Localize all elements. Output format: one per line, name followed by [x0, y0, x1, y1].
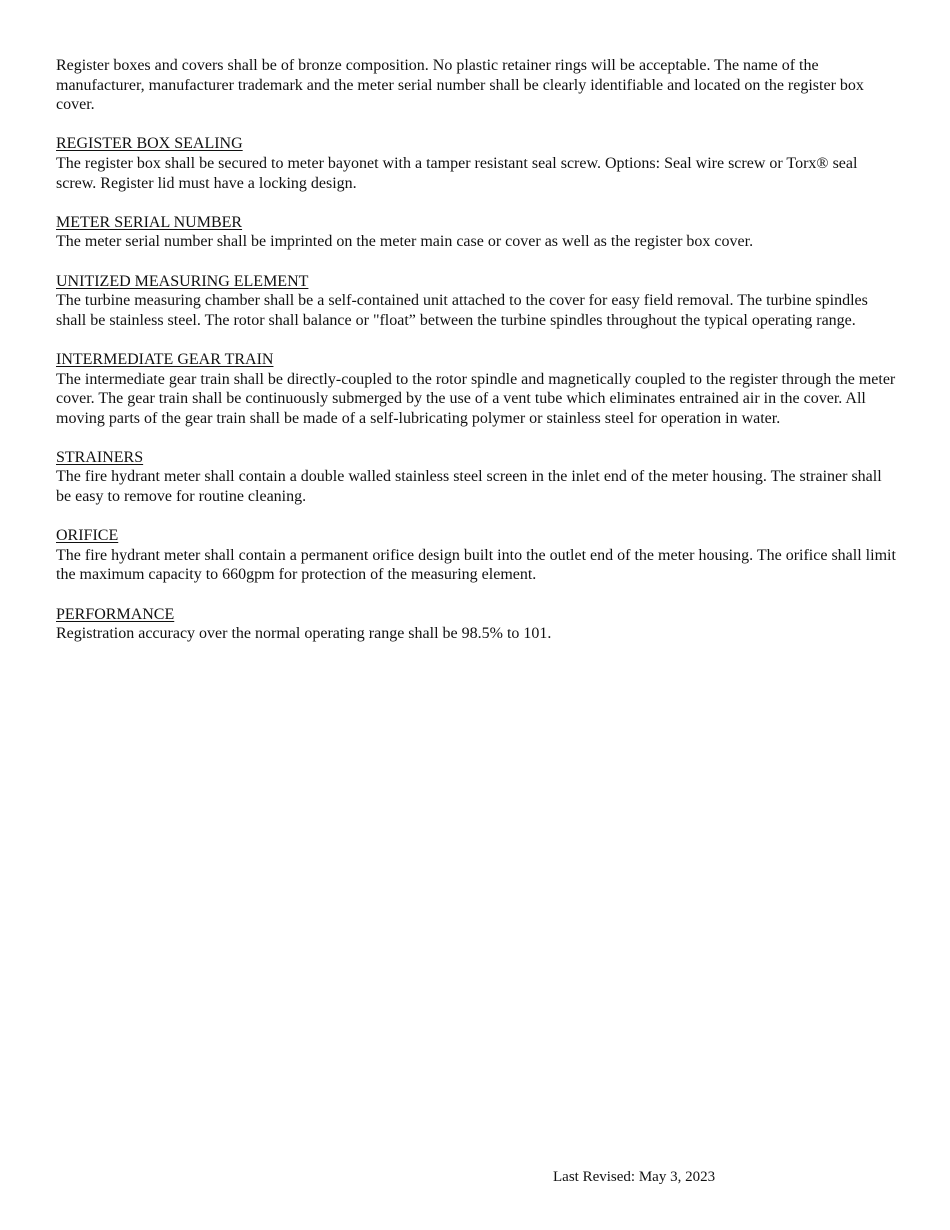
section-unitized-measuring-element — [56, 272, 896, 331]
section-heading: PERFORMANCE — [56, 605, 175, 623]
section-body: The fire hydrant meter shall contain a permanent orifice design built into the outlet end of the meter housing. The orifice shall limit the maximum capacity to 660gpm for protection of the measuring element. — [56, 546, 896, 584]
document-page — [56, 56, 896, 663]
section-body: The fire hydrant meter shall contain a double walled stainless steel screen in the inlet end of the meter housing. The strainer shall be easy to remove for routine cleaning. — [56, 468, 882, 506]
section-orifice — [56, 526, 896, 585]
section-heading: UNITIZED MEASURING ELEMENT — [56, 272, 309, 290]
section-heading: METER SERIAL NUMBER — [56, 213, 243, 231]
section-body: The register box shall be secured to meter bayonet with a tamper resistant seal screw. Options: Seal wire screw or Torx® seal screw. Register lid must have a locking design. — [56, 154, 858, 192]
section-performance — [56, 605, 896, 644]
section-heading: ORIFICE — [56, 527, 119, 545]
section-heading: INTERMEDIATE GEAR TRAIN — [56, 350, 274, 368]
section-heading: STRAINERS — [56, 448, 144, 466]
section-meter-serial-number — [56, 213, 896, 252]
section-register-box-sealing — [56, 134, 896, 193]
section-body: The intermediate gear train shall be directly-coupled to the rotor spindle and magnetically coupled to the register through the meter cover. The gear train shall be continuously submerged by the use of a vent tube which eliminates entrained air in the cover. All moving parts of the gear train shall be made of a self-lubricating polymer or stainless steel for operation in water. — [56, 370, 896, 427]
section-body: Registration accuracy over the normal operating range shall be 98.5% to 101. — [56, 625, 552, 643]
last-revised-footer: Last Revised: May 3, 2023 — [553, 1169, 716, 1185]
section-body: The meter serial number shall be imprinted on the meter main case or cover as well as the register box cover. — [56, 233, 754, 251]
section-intermediate-gear-train — [56, 350, 896, 428]
section-body: The turbine measuring chamber shall be a self-contained unit attached to the cover for easy field removal. The turbine spindles shall be stainless steel. The rotor shall balance or "float” between the turbine spindles throughout the typical operating range. — [56, 292, 868, 329]
intro-paragraph: Register boxes and covers shall be of bronze composition. No plastic retainer rings will be acceptable. The name of the manufacturer, manufacturer trademark and the meter serial number shall be clearly identifiable and located on the register box cover. — [56, 57, 864, 114]
section-heading: REGISTER BOX SEALING — [56, 135, 243, 153]
section-strainers — [56, 448, 896, 507]
